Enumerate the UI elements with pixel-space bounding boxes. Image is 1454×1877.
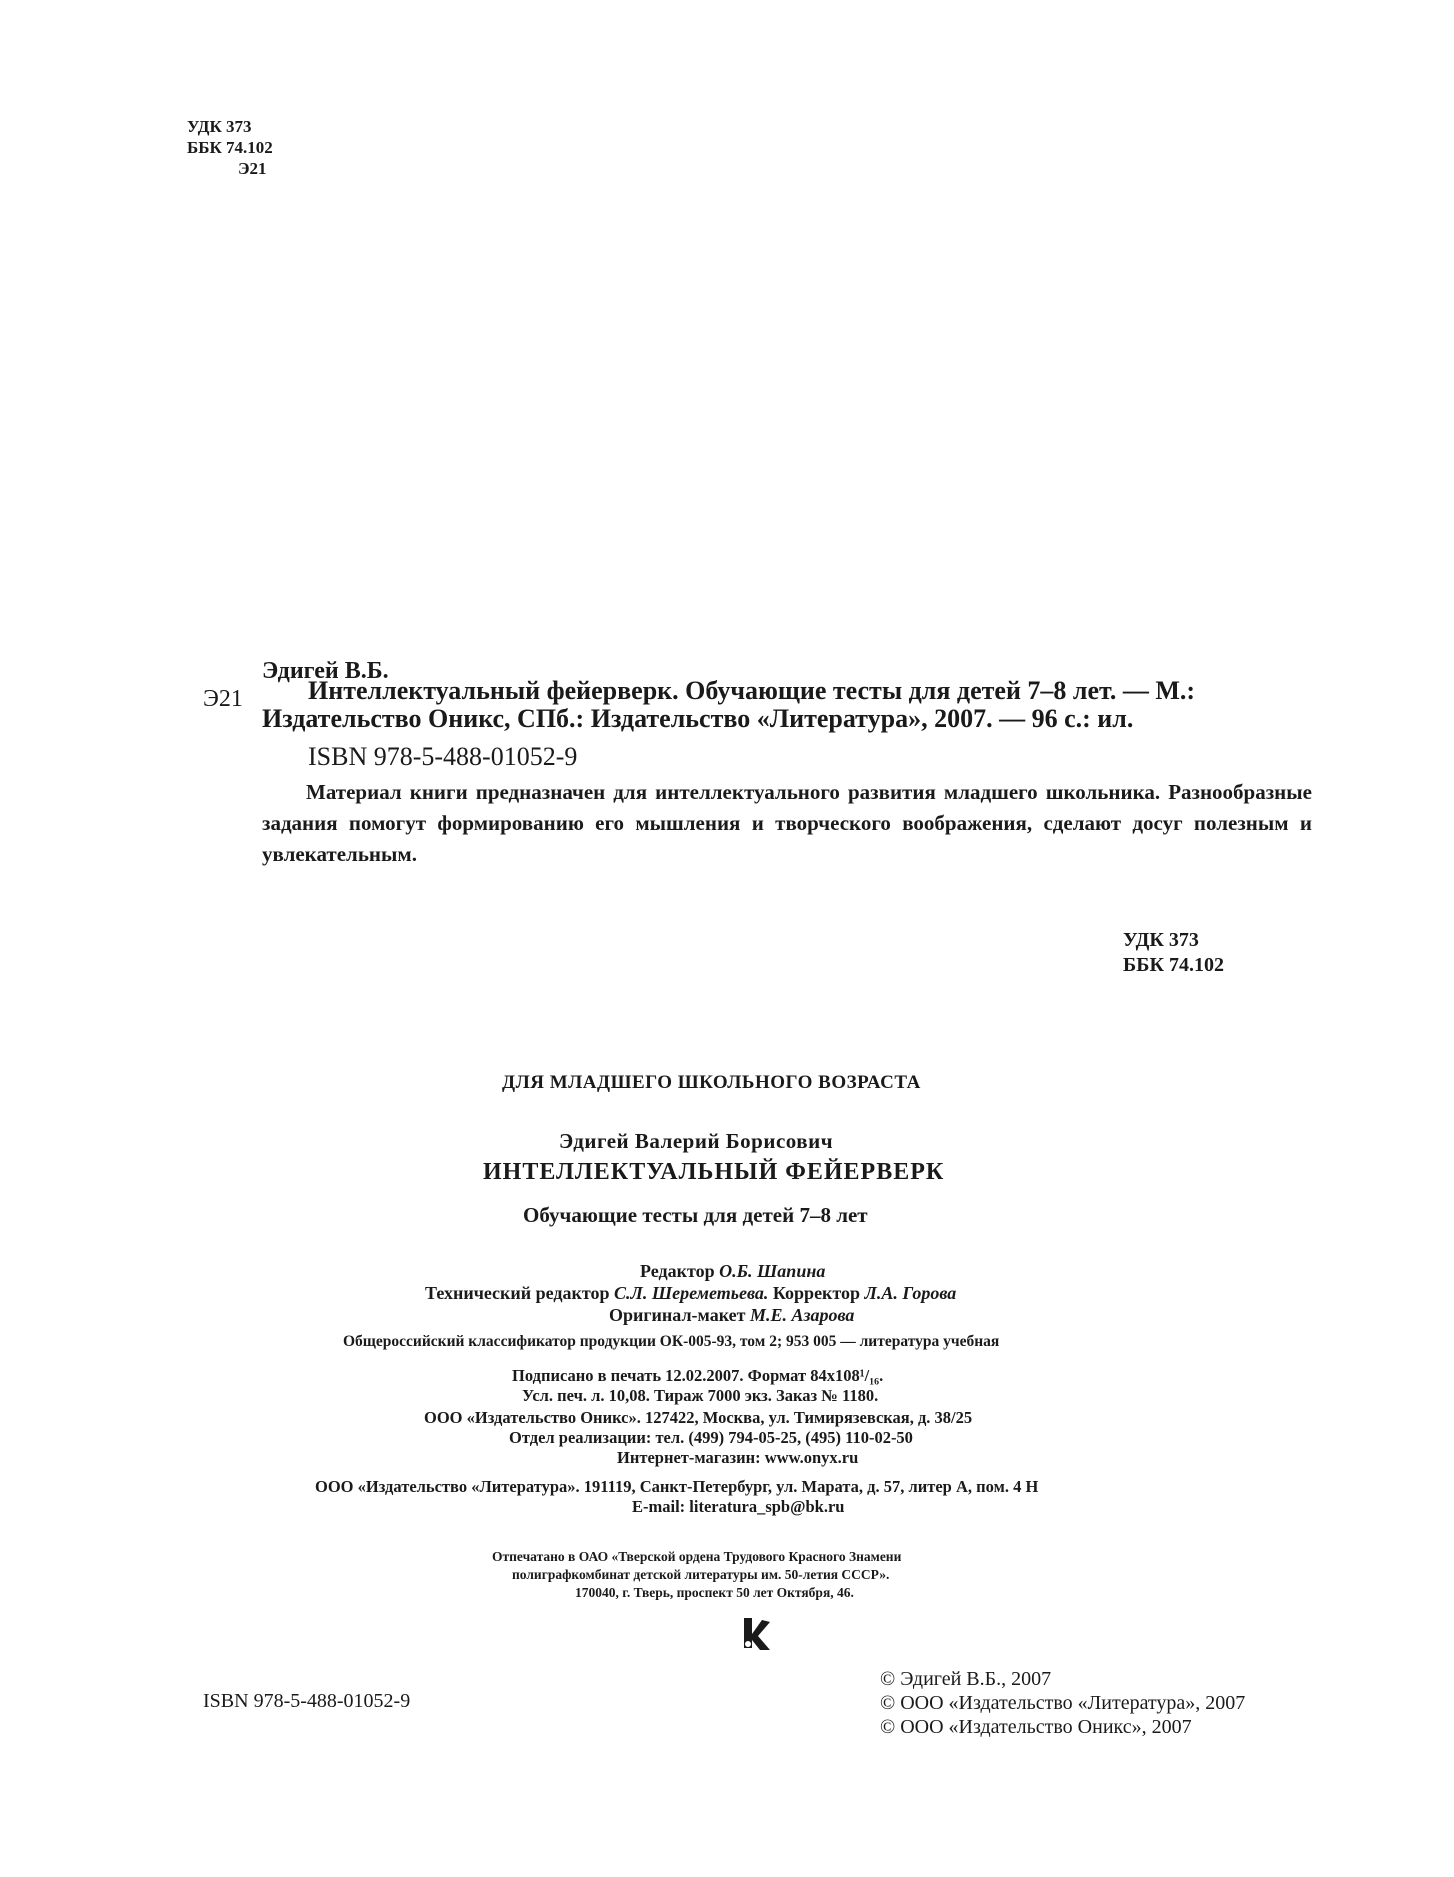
audience-label: ДЛЯ МЛАДШЕГО ШКОЛЬНОГО ВОЗРАСТА bbox=[502, 1072, 921, 1093]
author-mark: Э21 bbox=[238, 159, 267, 178]
onyx-sales: Отдел реализации: тел. (499) 794-05-25, (495) 110-02-50 bbox=[509, 1428, 913, 1447]
footer-isbn: ISBN 978-5-488-01052-9 bbox=[203, 1690, 411, 1712]
product-classifier: Общероссийский классификатор продукции ОК-005-93, том 2; 953 005 — литература учебная bbox=[343, 1333, 1000, 1350]
layout-credit bbox=[609, 1305, 854, 1326]
layout-name: М.Е. Азарова bbox=[749, 1305, 855, 1325]
card-author: Эдигей В.Б. bbox=[262, 658, 389, 684]
editor-label: Редактор bbox=[640, 1261, 715, 1281]
author-full-name: Эдигей Валерий Борисович bbox=[559, 1129, 834, 1153]
printer-line2: полиграфкомбинат детской литературы им. 50-летия СССР». bbox=[512, 1567, 890, 1582]
printer-logo-icon bbox=[738, 1614, 772, 1652]
signed-to-print: Подписано в печать 12.02.2007. Формат 84x108¹/₁₆. bbox=[512, 1366, 884, 1385]
card-abstract: Материал книги предназначен для интеллектуального развития младшего школьника. Разнообразные задания помогут формированию его мышления и творческого воображения, сделают досуг полезным и увлекательным. bbox=[262, 780, 1312, 866]
literatura-email: E-mail: literatura_spb@bk.ru bbox=[632, 1497, 845, 1516]
card-title-line2: Издательство Оникс, СПб.: Издательство «Литература», 2007. — 96 с.: ил. bbox=[262, 704, 1134, 733]
udk-code: УДК 373 bbox=[187, 117, 252, 136]
tech-editor-label: Технический редактор bbox=[425, 1283, 610, 1303]
print-run: Усл. печ. л. 10,08. Тираж 7000 экз. Заказ № 1180. bbox=[522, 1386, 879, 1405]
layout-label: Оригинал-макет bbox=[609, 1305, 746, 1325]
udk-code: УДК 373 bbox=[1123, 929, 1199, 951]
tech-editor-name: С.Л. Шереметьева. bbox=[614, 1283, 769, 1303]
book-subtitle: Обучающие тесты для детей 7–8 лет bbox=[523, 1203, 868, 1227]
classification-codes-top bbox=[187, 116, 273, 179]
editor-credit bbox=[640, 1261, 825, 1282]
proofreader-name: Л.А. Горова bbox=[864, 1283, 957, 1303]
bbk-code: ББК 74.102 bbox=[187, 138, 273, 157]
onyx-address: ООО «Издательство Оникс». 127422, Москва, ул. Тимирязевская, д. 38/25 bbox=[424, 1408, 973, 1427]
copyright-block bbox=[880, 1667, 1245, 1739]
tech-editor-credit bbox=[425, 1283, 956, 1304]
onyx-shop: Интернет-магазин: www.onyx.ru bbox=[617, 1448, 859, 1467]
copyright-line: © ООО «Издательство Оникс», 2007 bbox=[880, 1716, 1192, 1738]
copyright-line: © ООО «Издательство «Литература», 2007 bbox=[880, 1692, 1246, 1714]
proofreader-label: Корректор bbox=[772, 1283, 861, 1303]
bbk-code: ББК 74.102 bbox=[1123, 954, 1224, 976]
editor-name: О.Б. Шапина bbox=[719, 1261, 826, 1281]
literatura-address: ООО «Издательство «Литература». 191119, Санкт-Петербург, ул. Марата, д. 57, литер А, пом. 4 Н bbox=[315, 1477, 1039, 1496]
printer-line1: Отпечатано в ОАО «Тверской ордена Трудового Красного Знамени bbox=[492, 1549, 902, 1564]
card-title-line1: Интеллектуальный фейерверк. Обучающие тесты для детей 7–8 лет. — М.: bbox=[308, 676, 1196, 705]
book-title: ИНТЕЛЛЕКТУАЛЬНЫЙ ФЕЙЕРВЕРК bbox=[483, 1159, 945, 1185]
classification-codes-card bbox=[1123, 928, 1224, 978]
printer-line3: 170040, г. Тверь, проспект 50 лет Октября, 46. bbox=[575, 1585, 854, 1600]
card-author-mark: Э21 bbox=[203, 686, 243, 712]
copyright-line: © Эдигей В.Б., 2007 bbox=[880, 1668, 1052, 1690]
card-isbn: ISBN 978-5-488-01052-9 bbox=[308, 742, 578, 771]
